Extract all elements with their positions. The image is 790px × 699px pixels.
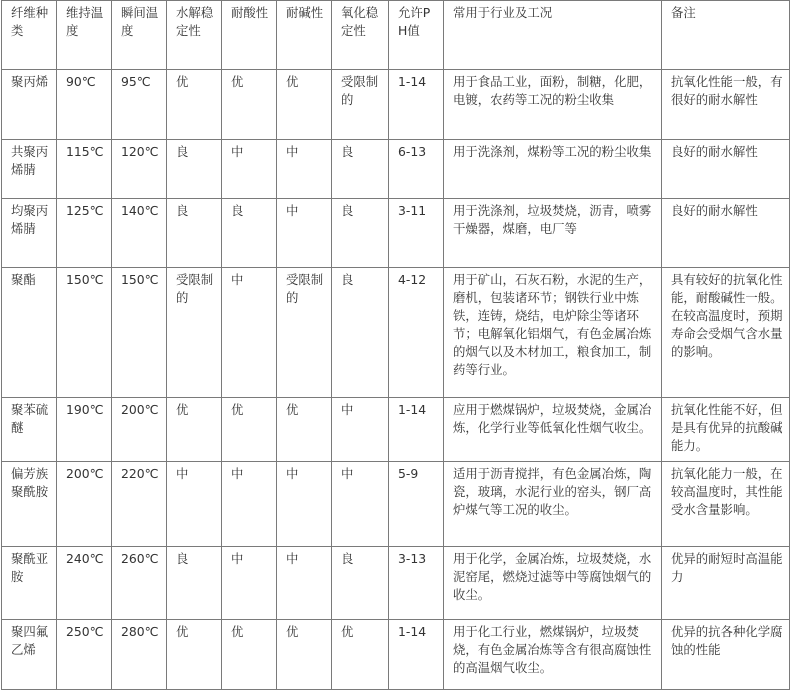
cell-remarks: 优异的耐短时高温能力 (662, 547, 790, 620)
header-acid-resistance: 耐酸性 (222, 1, 277, 70)
cell-fiber-type: 偏芳族聚酰胺 (2, 462, 57, 547)
cell-hydrolysis-stability: 良 (167, 140, 222, 199)
cell-fiber-type: 聚四氟乙烯 (2, 620, 57, 690)
table-row (2, 268, 790, 398)
cell-instant-temp: 260℃ (112, 547, 167, 620)
cell-sustained-temp: 200℃ (57, 462, 112, 547)
cell-oxidation-stability: 良 (332, 547, 389, 620)
cell-hydrolysis-stability: 中 (167, 462, 222, 547)
cell-alkali-resistance: 优 (277, 398, 332, 462)
cell-sustained-temp: 90℃ (57, 70, 112, 140)
cell-oxidation-stability: 中 (332, 398, 389, 462)
cell-remarks: 良好的耐水解性 (662, 140, 790, 199)
cell-remarks: 具有较好的抗氧化性能，耐酸碱性一般。在较高温度时，预期寿命会受烟气含水量的影响。 (662, 268, 790, 398)
cell-acid-resistance: 优 (222, 70, 277, 140)
cell-acid-resistance: 优 (222, 398, 277, 462)
cell-instant-temp: 95℃ (112, 70, 167, 140)
header-alkali-resistance: 耐碱性 (277, 1, 332, 70)
cell-allowed-ph: 6-13 (389, 140, 444, 199)
cell-alkali-resistance: 中 (277, 462, 332, 547)
table-row (2, 140, 790, 199)
header-allowed-ph: 允许PH值 (389, 1, 444, 70)
cell-alkali-resistance: 中 (277, 547, 332, 620)
cell-allowed-ph: 4-12 (389, 268, 444, 398)
cell-hydrolysis-stability: 良 (167, 547, 222, 620)
cell-allowed-ph: 3-11 (389, 199, 444, 268)
table-row (2, 547, 790, 620)
cell-acid-resistance: 中 (222, 140, 277, 199)
cell-sustained-temp: 240℃ (57, 547, 112, 620)
header-instant-temp: 瞬间温度 (112, 1, 167, 70)
cell-applications: 用于洗涤剂，垃圾焚烧，沥青，喷雾干燥器，煤磨，电厂等 (444, 199, 662, 268)
table-row (2, 462, 790, 547)
table-row (2, 70, 790, 140)
cell-acid-resistance: 中 (222, 547, 277, 620)
cell-instant-temp: 200℃ (112, 398, 167, 462)
cell-hydrolysis-stability: 优 (167, 70, 222, 140)
table-row (2, 199, 790, 268)
cell-alkali-resistance: 受限制的 (277, 268, 332, 398)
cell-applications: 应用于燃煤锅炉，垃圾焚烧，金属冶炼，化学行业等低氧化性烟气收尘。 (444, 398, 662, 462)
header-sustained-temp: 维持温度 (57, 1, 112, 70)
cell-applications: 用于化工行业，燃煤锅炉，垃圾焚烧，有色金属冶炼等含有很高腐蚀性的高温烟气收尘。 (444, 620, 662, 690)
header-hydrolysis-stability: 水解稳定性 (167, 1, 222, 70)
cell-oxidation-stability: 中 (332, 462, 389, 547)
header-oxidation-stability: 氧化稳定性 (332, 1, 389, 70)
cell-allowed-ph: 1-14 (389, 398, 444, 462)
cell-instant-temp: 120℃ (112, 140, 167, 199)
cell-fiber-type: 共聚丙烯腈 (2, 140, 57, 199)
header-fiber-type: 纤维种类 (2, 1, 57, 70)
cell-allowed-ph: 5-9 (389, 462, 444, 547)
cell-applications: 用于矿山，石灰石粉，水泥的生产，磨机，包装诸环节；钢铁行业中炼铁，连铸，烧结，电炉除尘等诸环节；电解氧化铝烟气，有色金属冶炼的烟气以及木材加工，粮食加工，制药等行业。 (444, 268, 662, 398)
cell-alkali-resistance: 优 (277, 70, 332, 140)
cell-sustained-temp: 150℃ (57, 268, 112, 398)
cell-acid-resistance: 中 (222, 268, 277, 398)
cell-fiber-type: 均聚丙烯腈 (2, 199, 57, 268)
header-row (2, 1, 790, 70)
cell-remarks: 良好的耐水解性 (662, 199, 790, 268)
cell-fiber-type: 聚苯硫醚 (2, 398, 57, 462)
cell-remarks: 抗氧化性能不好，但是具有优异的抗酸碱能力。 (662, 398, 790, 462)
cell-remarks: 优异的抗各种化学腐蚀的性能 (662, 620, 790, 690)
cell-oxidation-stability: 良 (332, 199, 389, 268)
cell-alkali-resistance: 中 (277, 140, 332, 199)
cell-instant-temp: 220℃ (112, 462, 167, 547)
cell-acid-resistance: 良 (222, 199, 277, 268)
cell-oxidation-stability: 受限制的 (332, 70, 389, 140)
cell-instant-temp: 280℃ (112, 620, 167, 690)
cell-fiber-type: 聚酯 (2, 268, 57, 398)
cell-sustained-temp: 250℃ (57, 620, 112, 690)
header-remarks: 备注 (662, 1, 790, 70)
cell-allowed-ph: 3-13 (389, 547, 444, 620)
cell-alkali-resistance: 中 (277, 199, 332, 268)
fiber-comparison-table (1, 0, 790, 690)
cell-remarks: 抗氧化能力一般，在较高温度时，其性能受水含量影响。 (662, 462, 790, 547)
cell-sustained-temp: 190℃ (57, 398, 112, 462)
cell-applications: 适用于沥青搅拌，有色金属冶炼，陶瓷，玻璃，水泥行业的窑头，钢厂高炉煤气等工况的收尘。 (444, 462, 662, 547)
cell-hydrolysis-stability: 优 (167, 398, 222, 462)
cell-fiber-type: 聚丙烯 (2, 70, 57, 140)
cell-instant-temp: 140℃ (112, 199, 167, 268)
cell-hydrolysis-stability: 优 (167, 620, 222, 690)
cell-acid-resistance: 中 (222, 462, 277, 547)
cell-sustained-temp: 125℃ (57, 199, 112, 268)
cell-applications: 用于洗涤剂，煤粉等工况的粉尘收集 (444, 140, 662, 199)
cell-hydrolysis-stability: 良 (167, 199, 222, 268)
cell-oxidation-stability: 优 (332, 620, 389, 690)
cell-oxidation-stability: 良 (332, 268, 389, 398)
cell-applications: 用于食品工业，面粉，制糖，化肥，电镀，农药等工况的粉尘收集 (444, 70, 662, 140)
cell-instant-temp: 150℃ (112, 268, 167, 398)
cell-allowed-ph: 1-14 (389, 620, 444, 690)
cell-fiber-type: 聚酰亚胺 (2, 547, 57, 620)
cell-oxidation-stability: 良 (332, 140, 389, 199)
cell-sustained-temp: 115℃ (57, 140, 112, 199)
header-applications: 常用于行业及工况 (444, 1, 662, 70)
cell-remarks: 抗氧化性能一般，有很好的耐水解性 (662, 70, 790, 140)
cell-alkali-resistance: 优 (277, 620, 332, 690)
cell-acid-resistance: 优 (222, 620, 277, 690)
table-row (2, 620, 790, 690)
table-row (2, 398, 790, 462)
cell-applications: 用于化学，金属冶炼，垃圾焚烧，水泥窑尾，燃烧过滤等中等腐蚀烟气的收尘。 (444, 547, 662, 620)
cell-hydrolysis-stability: 受限制的 (167, 268, 222, 398)
cell-allowed-ph: 1-14 (389, 70, 444, 140)
